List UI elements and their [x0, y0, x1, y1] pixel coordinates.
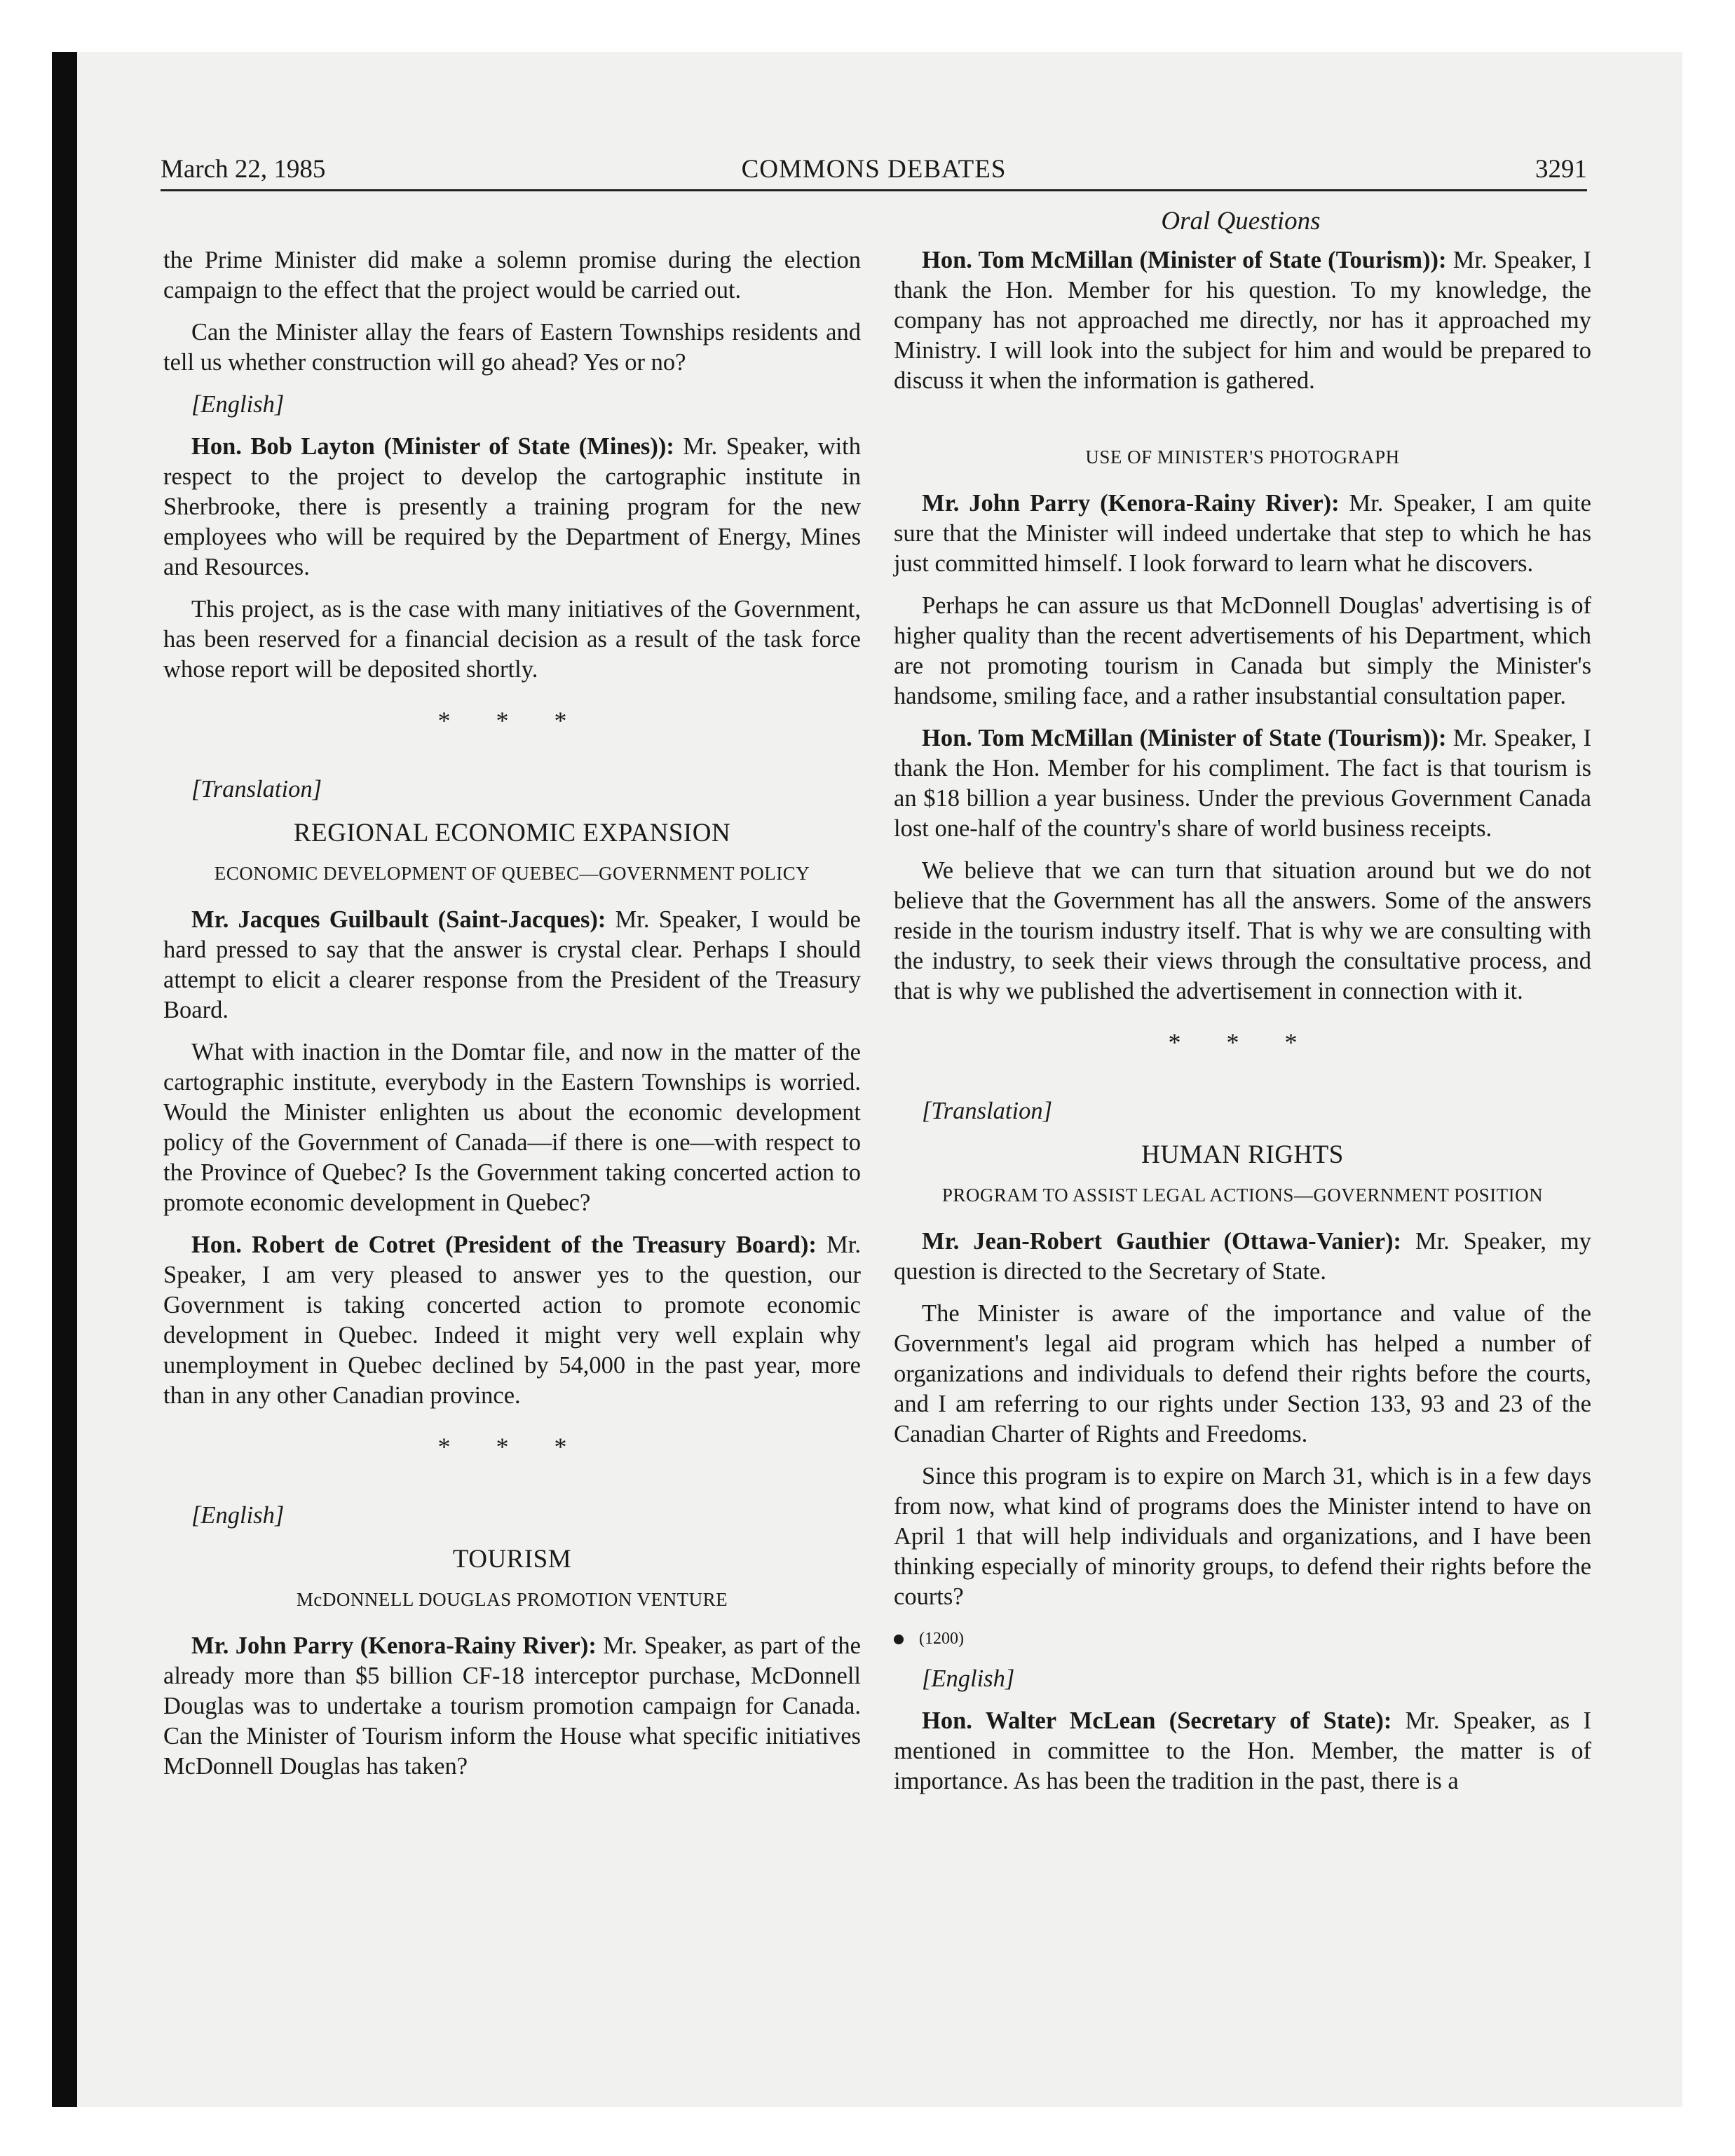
left-column	[163, 245, 861, 1794]
speech-paragraph	[163, 905, 861, 1025]
right-column	[894, 245, 1591, 1808]
section-heading: TOURISM	[452, 1545, 572, 1574]
time-marker	[894, 1624, 1591, 1654]
speech-text: Mr. Speaker, with respect to the project to develop the cartographic institute in Sherbrooke, there is presently a training program for the new employees who will be required by the Department of Energy, Mines and Resources.	[163, 433, 861, 580]
paragraph: What with inaction in the Domtar file, and now in the matter of the cartographic institute, everybody in the Eastern Townships is worried. Would the Minister enlighten us about the economic development policy of the Government of Canada—if there is one—with respect to the Province of Quebec? Is the Government taking concerted action to promote economic development in Quebec?	[163, 1039, 861, 1216]
language-marker: [English]	[922, 1665, 1015, 1692]
speech-paragraph	[894, 1227, 1591, 1287]
speech-paragraph	[894, 245, 1591, 396]
speaker-name: Mr. John Parry (Kenora-Rainy River):	[922, 490, 1340, 517]
speech-text: Mr. Speaker, my question is directed to the Secretary of State.	[894, 1228, 1591, 1285]
header-publication: COMMONS DEBATES	[741, 155, 1007, 184]
paragraph: Can the Minister allay the fears of Eastern Townships residents and tell us whether construction will go ahead? Yes or no?	[163, 319, 861, 376]
header-page-number: 3291	[1535, 155, 1587, 184]
language-marker: [Translation]	[191, 776, 322, 803]
speech-paragraph	[163, 1230, 861, 1411]
speaker-name: Hon. Walter McLean (Secretary of State):	[922, 1707, 1392, 1734]
speech-text: Mr. Speaker, I thank the Hon. Member for his question. To my knowledge, the company has not approached me directly, nor has it approached my Ministry. I will look into the subject for him and would be prepared to discuss it when the information is gathered.	[894, 247, 1591, 394]
language-marker: [Translation]	[922, 1098, 1052, 1124]
page-header	[161, 153, 1587, 191]
speech-text: Mr. Speaker, as I mentioned in committee to the Hon. Member, the matter is of importance. As has been the tradition in the past, there is a	[894, 1707, 1591, 1794]
language-marker: [English]	[191, 391, 285, 418]
section-separator: * * *	[437, 1433, 587, 1461]
language-marker: [English]	[191, 1502, 285, 1529]
paragraph: This project, as is the case with many initiatives of the Government, has been reserved for a financial decision as a result of the task force whose report will be deposited shortly.	[163, 596, 861, 683]
speaker-name: Hon. Tom McMillan (Minister of State (Tourism)):	[922, 247, 1447, 273]
speech-text: Mr. Speaker, as part of the already more than $5 billion CF-18 interceptor purchase, McDonnell Douglas was to undertake a tourism promotion campaign for Canada. Can the Minister of Tourism inform the House what specific initiatives McDonnell Douglas has taken?	[163, 1632, 861, 1780]
section-separator: * * *	[1168, 1028, 1317, 1056]
running-head: Oral Questions	[1161, 207, 1321, 236]
speaker-name: Hon. Bob Layton (Minister of State (Mines)):	[191, 433, 674, 460]
subsection-heading: ECONOMIC DEVELOPMENT OF QUEBEC—GOVERNMENT POLICY	[214, 863, 810, 884]
speech-paragraph	[163, 1631, 861, 1782]
speech-text: Mr. Speaker, I am quite sure that the Minister will indeed undertake that step to which he has just committed himself. I look forward to learn what he discovers.	[894, 490, 1591, 577]
subsection-heading: McDONNELL DOUGLAS PROMOTION VENTURE	[296, 1589, 728, 1610]
bullet-icon	[894, 1635, 904, 1644]
speech-paragraph	[894, 723, 1591, 844]
paragraph: Perhaps he can assure us that McDonnell Douglas' advertising is of higher quality than the recent advertisements of his Department, which are not promoting tourism in Canada but simply the Minister's handsome, smiling face, and a rather insubstantial consultation paper.	[894, 592, 1591, 709]
paragraph: We believe that we can turn that situation around but we do not believe that the Government has all the answers. Some of the answers reside in the tourism industry itself. That is why we are consulting with the industry, to seek their views through the consultative process, and that is why we published the advertisement in connection with it.	[894, 857, 1591, 1004]
speaker-name: Hon. Tom McMillan (Minister of State (Tourism)):	[922, 725, 1447, 751]
speech-text: Mr. Speaker, I thank the Hon. Member for his compliment. The fact is that tourism is an $18 billion a year business. Under the previous Government Canada lost one-half of the country's share of world business receipts.	[894, 725, 1591, 842]
speech-text: Mr. Speaker, I am very pleased to answer yes to the question, our Government is taking concerted action to promote economic development in Quebec. Indeed it might very well explain why unemployment in Quebec declined by 54,000 in the past year, more than in any other Canadian province.	[163, 1231, 861, 1409]
paragraph: Since this program is to expire on March 31, which is in a few days from now, what kind of programs does the Minister intend to have on April 1 that will help individuals and organizations, and I have been thinking especially of minority groups, to defend their rights before the courts?	[894, 1463, 1591, 1610]
speaker-name: Mr. John Parry (Kenora-Rainy River):	[191, 1632, 597, 1659]
speaker-name: Hon. Robert de Cotret (President of the Treasury Board):	[191, 1231, 817, 1258]
paragraph: The Minister is aware of the importance and value of the Government's legal aid program which has helped a number of organizations and individuals to defend their rights before the courts, and I am referring to our rights under Section 133, 93 and 23 of the Canadian Charter of Rights and Freedoms.	[894, 1300, 1591, 1447]
section-separator: * * *	[437, 707, 587, 735]
speech-paragraph	[894, 489, 1591, 579]
scan-edge-bar	[52, 52, 77, 2107]
speech-paragraph	[894, 1706, 1591, 1796]
section-heading: HUMAN RIGHTS	[1141, 1140, 1344, 1169]
subsection-heading: PROGRAM TO ASSIST LEGAL ACTIONS—GOVERNMENT POSITION	[941, 1185, 1544, 1206]
speaker-name: Mr. Jacques Guilbault (Saint-Jacques):	[191, 906, 606, 933]
speaker-name: Mr. Jean-Robert Gauthier (Ottawa-Vanier):	[922, 1228, 1402, 1255]
paragraph: the Prime Minister did make a solemn promise during the election campaign to the effect that the project would be carried out.	[163, 247, 861, 303]
time-marker-text: (1200)	[919, 1630, 964, 1648]
speech-text: Mr. Speaker, I would be hard pressed to say that the answer is crystal clear. Perhaps I should attempt to elicit a clearer response from the President of the Treasury Board.	[163, 906, 861, 1023]
speech-paragraph	[163, 432, 861, 582]
subsection-heading: USE OF MINISTER'S PHOTOGRAPH	[1085, 446, 1400, 468]
section-heading: REGIONAL ECONOMIC EXPANSION	[293, 819, 731, 847]
header-date: March 22, 1985	[161, 155, 326, 184]
